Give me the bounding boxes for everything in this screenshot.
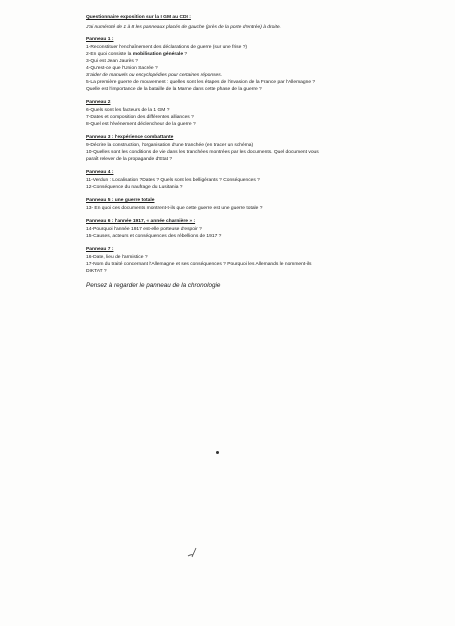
- section-heading: Panneau 2: [86, 100, 111, 105]
- question-2: [86, 51, 426, 58]
- question-17-continued: DIKTAT ?: [86, 269, 107, 274]
- question-13: 13- En quoi ces documents montrent-t-ils que cette guerre est une guerre totale ?: [86, 206, 263, 211]
- section-panneau-5: [86, 197, 426, 212]
- question-17: 17-Nom du traité concernant l'Allemagne et ses conséquences ? Pourquoi les Allemands le nomment-ils: [86, 262, 312, 267]
- section-panneau-4: [86, 169, 426, 191]
- question-14: 14-Pourquoi l'année 1917 est-elle porteuse d'espoir ?: [86, 227, 202, 232]
- section-heading: Panneau 1 :: [86, 37, 114, 42]
- question-8: 8-Quel est l'événement déclencheur de la guerre ?: [86, 122, 196, 127]
- question-16: 16-Date, lieu de l'armistice ?: [86, 255, 148, 260]
- section-panneau-1: [86, 36, 426, 93]
- question-10: 10-Quelles sont les conditions de vie dans les tranchées montrées par les documents. Quel document vous: [86, 150, 319, 155]
- question-12: 12-Conséquence du naufrage du Lusitania ?: [86, 185, 183, 190]
- question-2-bold-term: mobilisation générale: [132, 52, 184, 57]
- question-15: 15-Causes, acteurs et conséquences des rébellions de 1917 ?: [86, 234, 222, 239]
- question-6: 6-Quels sont les facteurs de la 1 GM ?: [86, 108, 170, 113]
- question-5-followup: Quelle est l'importance de la bataille de la Marne dans cette phase de la guerre ?: [86, 87, 262, 92]
- section-heading: Panneau 5 : une guerre totale: [86, 198, 155, 203]
- question-10-continued: paraît relever de la propagande d'Etat ?: [86, 157, 173, 162]
- help-note: S'aider de manuels ou encyclopédies pour certaines réponses.: [86, 73, 223, 78]
- section-panneau-3: [86, 134, 426, 163]
- document-title: Questionnaire exposition sur la I GM au CDI :: [86, 15, 191, 20]
- section-heading: Panneau 6 : l'année 1917, « année charnière » :: [86, 219, 196, 224]
- pen-scribble-mark: [186, 545, 200, 559]
- question-4: 4-Qu'est-ce que l'Union Sacrée ?: [86, 66, 158, 71]
- scan-dot-mark: [216, 451, 219, 454]
- question-7: 7-Dates et composition des différentes alliances ?: [86, 115, 194, 120]
- question-2-end: ?: [183, 52, 188, 57]
- section-panneau-7: [86, 246, 426, 275]
- section-heading: Panneau 7 :: [86, 247, 114, 252]
- section-heading: Panneau 3 : l'expérience combattante: [86, 135, 174, 140]
- question-2-text: 2-En quoi consiste la: [86, 52, 133, 57]
- question-11: 11-Verdun : Localisation ?Dates ? Quels sont les belligérants ? Conséquences ?: [86, 178, 260, 183]
- questionnaire-body: [86, 14, 426, 290]
- question-5: 5-La première guerre de mouvement : quelles sont les étapes de l'invasion de la France par l'Allemagne ?: [86, 80, 316, 85]
- chronology-reminder: Pensez à regarder le panneau de la chronologie: [86, 282, 221, 289]
- section-panneau-2: [86, 99, 426, 128]
- question-1: 1-Reconstituer l'enchaînement des déclarations de guerre (sur une frise ?): [86, 45, 248, 50]
- section-panneau-6: [86, 218, 426, 240]
- intro-note: J'ai numéroté de 1 à 8 les panneaux placés de gauche (près de la porte d'entrée) à droite.: [86, 25, 281, 30]
- question-9: 9-Décrire la construction, l'organisation d'une tranchée (en tracer un schéma): [86, 143, 254, 148]
- section-heading: Panneau 4 :: [86, 170, 114, 175]
- question-3: 3-Qui est Jean Jaurès ?: [86, 59, 138, 64]
